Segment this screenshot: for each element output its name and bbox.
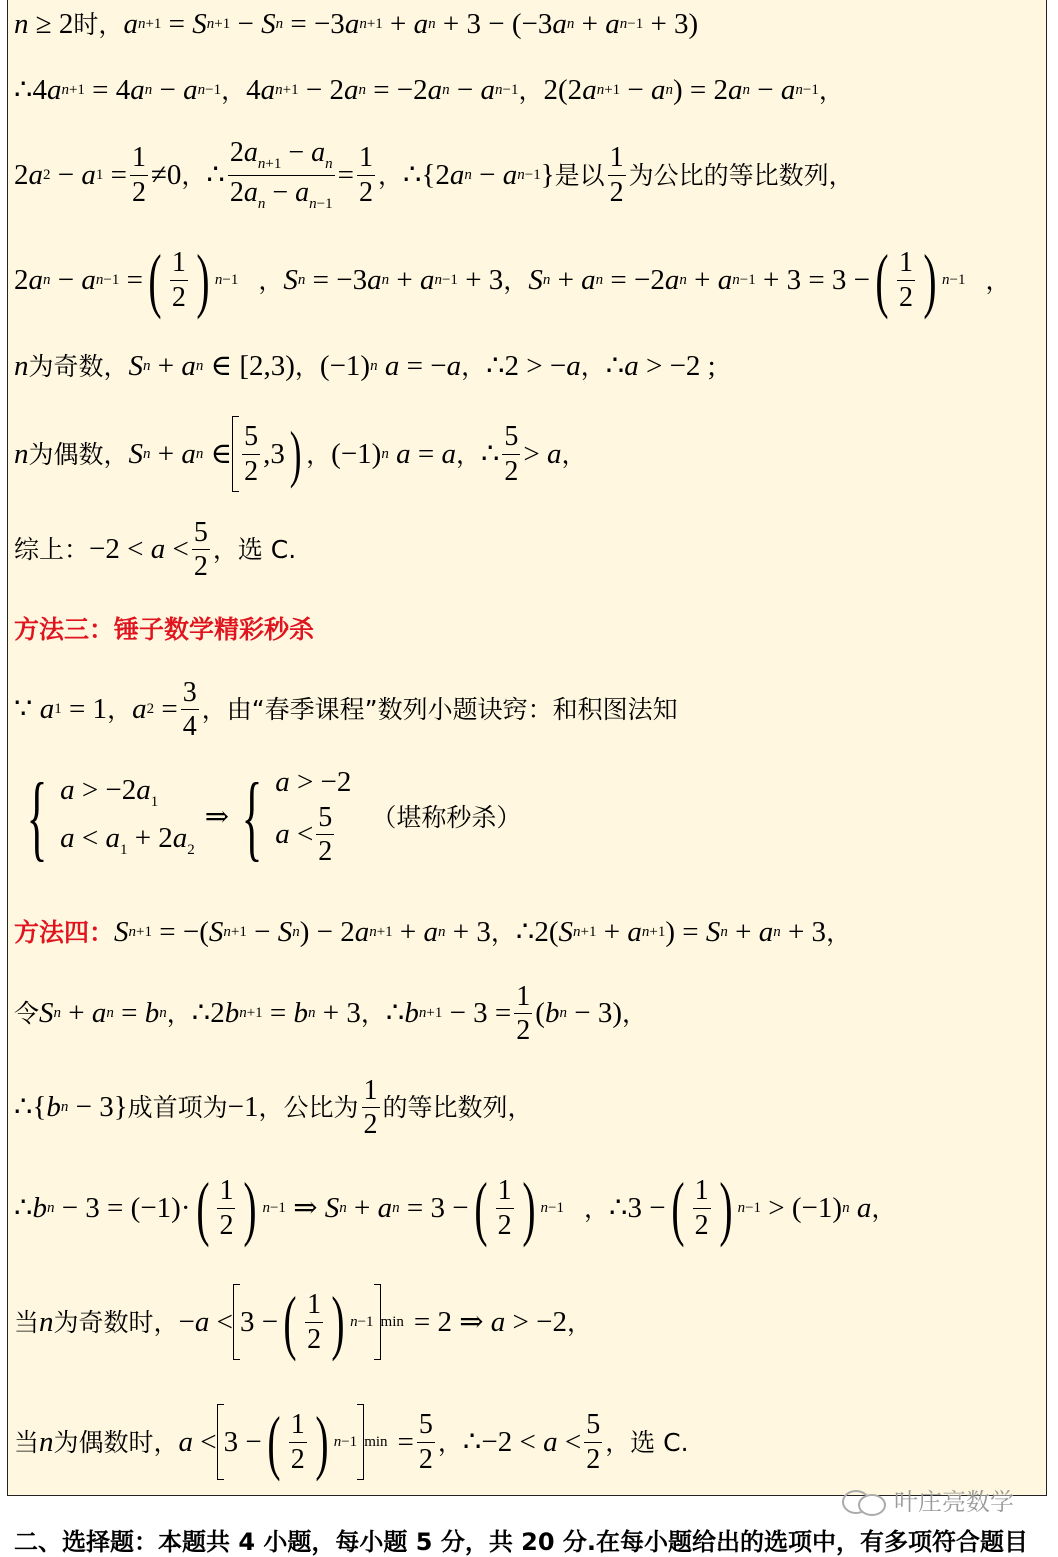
line-7: 综上： −2 < a < $\frac{5}{2}$ ，选 C. (14, 517, 297, 583)
wechat-icon (842, 1486, 886, 1514)
line-12: 令 S n + a n = b n ， ∴ 2 b n +1 = b n + 3 ， ∴ b n +1 − 3 = $\frac{1}{2}$ ( b n − 3) ， (14, 981, 647, 1047)
line-15: 当 n 为奇数时， − a < 3 − ( $\frac{1}{2}$ ) n −1 min = 2 ⇒ a > −2 ， (14, 1282, 593, 1362)
line-5: n 为奇数， S n + a n ∈ [2,3) ， (−1) n a = − a ， ∴ 2 > − a ， ∴ a > −2 ; (14, 350, 716, 382)
line-1: n ≥ 2 时， a n +1 = S n +1 − S n = −3 a n +1 + a n + 3 − (−3 a n + a n −1 + 3) (14, 8, 699, 40)
line-11: 方法四： S n +1 = −( S n +1 − S n ) − 2 a n +1 + a n + 3 ， ∴ 2( S n +1 + a n +1 ) = S n + a n + 3 ， (14, 916, 852, 948)
line-16: 当 n 为偶数时， a < 3 − ( $\frac{1}{2}$ ) n −1 min = $\frac{5}{2}$ ， ∴ −2 < a < $\frac{5}{2}$ ，选 C. (14, 1402, 689, 1482)
line-3: 2 a 2 − a 1 = $\frac{1}{2}$ ≠0 ， ∴ $\frac{2a_{n+1} - a_n}{2a_n - a_{n-1}}$ = $\frac{1}{2}$ ， ∴ {2 a n − a n −1 } 是以 $\frac{1}{2}$ 为公比的等比数列， (14, 137, 854, 212)
line-4: 2 a n − a n −1 = ( $\frac{1}{2}$ ) n −1 ， S n = −3 a n + a n −1 + 3 ， S n + a n = −2 a n + a n −1 + 3 = 3 − ( $\frac{1}{2}$ ) n −1 ， (14, 240, 1011, 320)
line-10-cases: { $a > -2a_1$ $a < a_1 + 2a_2$ ⇒ { a > −2 a < $\frac{5}{2}$ （堪称秒杀） (26, 763, 522, 871)
solution-box (7, 0, 1047, 1496)
line-9: ∵ a 1 = 1 ， a 2 = $\frac{3}{4}$ ，由“春季课程”数列小题诀窍：和积图法知 (14, 677, 678, 743)
line-13: ∴ { b n − 3} 成首项为 −1 ，公比为 $\frac{1}{2}$ 的等比数列， (14, 1075, 533, 1141)
line-14: ∴ b n − 3 = (−1)· ( $\frac{1}{2}$ ) n −1 ⇒ S n + a n = 3 − ( $\frac{1}{2}$ ) n −1 ， ∴ 3 − ( $\frac{1}{2}$ ) n −1 > (−1) n a ， (14, 1168, 897, 1248)
method-3-heading: 方法三：锤子数学精彩秒杀 (14, 615, 315, 644)
line-2: ∴ 4 a n +1 = 4 a n − a n −1 ， 4 a n +1 − 2 a n = −2 a n − a n −1 ， 2(2 a n +1 − a n ) = 2 a n − a n −1 ， (14, 74, 844, 106)
watermark (842, 1482, 1014, 1517)
watermark-text: 叶庄亮数学 (894, 1488, 1014, 1516)
line-6: n 为偶数， S n + a n ∈ $\frac{5}{2}$ ,3 ) ， (−1) n a = a ， ∴ $\frac{5}{2}$ > a ， (14, 416, 587, 492)
section-heading: 二、选择题：本题共 4 小题，每小题 5 分，共 20 分.在每小题给出的选项中，有多项符合题目 (14, 1528, 1029, 1556)
